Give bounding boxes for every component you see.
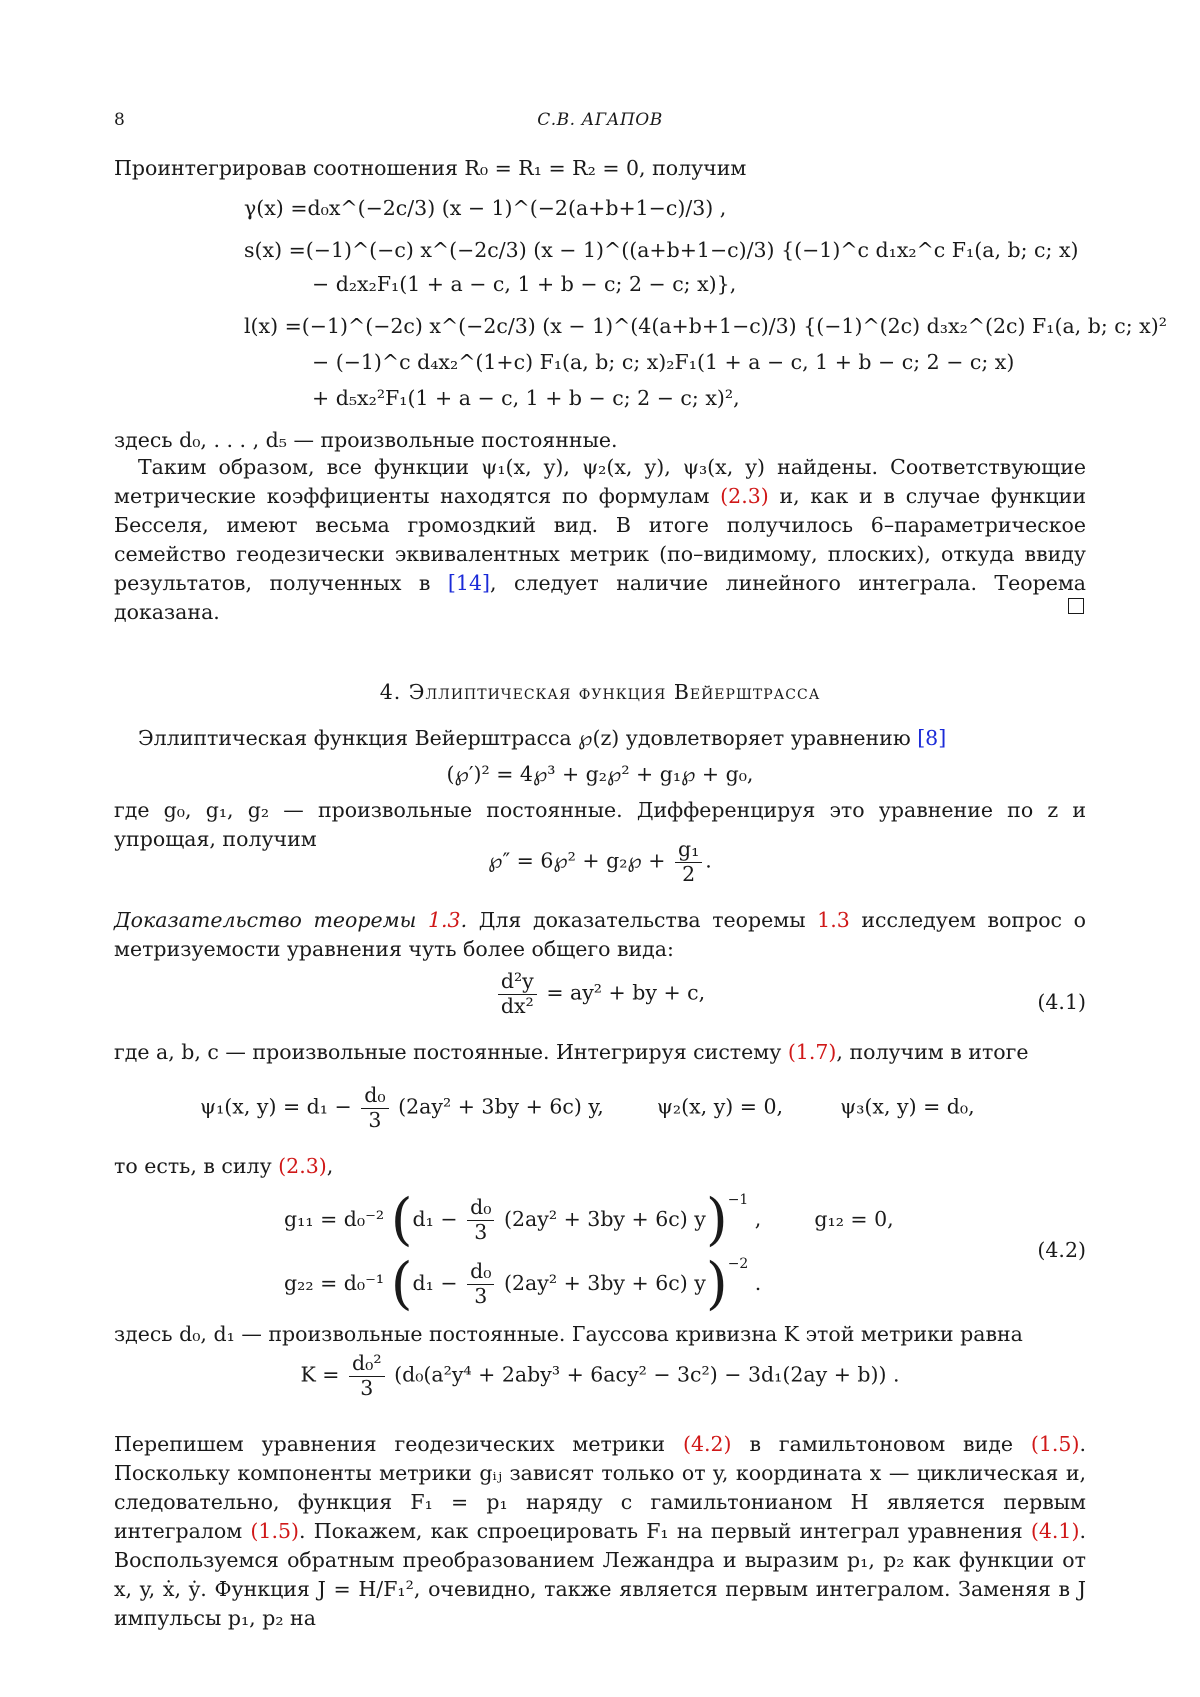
- theorem-ref[interactable]: 1.3: [427, 908, 461, 932]
- fraction: [498, 970, 537, 1018]
- page-header: [114, 110, 1086, 136]
- numerator: d₀²: [349, 1352, 385, 1377]
- equation-text: ψ₁(x, y) = d₁ −: [200, 1094, 352, 1119]
- proof-label: Доказательство теоремы: [114, 908, 417, 932]
- paragraph-curvature: здесь d₀, d₁ — произвольные постоянные. Гауссова кривизна K этой метрики равна: [114, 1322, 1023, 1346]
- paragraph-text: , следует наличие линейного интеграла. Теорема доказана.: [114, 571, 1086, 624]
- equation-text: (2ay² + 3by + 6c) y: [504, 1271, 706, 1295]
- running-head: С.В. АГАПОВ: [537, 110, 663, 130]
- equation-text: d₁ −: [412, 1207, 458, 1231]
- equation-text: g₂₂ = d₀⁻¹: [284, 1271, 385, 1295]
- exponent: −2: [727, 1256, 749, 1272]
- equation-text: (2ay² + 3by + 6c) y,: [398, 1094, 604, 1119]
- section-title: 4. Эллиптическая функция Вейерштрасса: [379, 680, 821, 704]
- equation-text: d₁ −: [412, 1271, 458, 1295]
- equation-ref[interactable]: (1.5): [250, 1519, 300, 1543]
- equation-4-1: [114, 970, 1086, 1018]
- equation-tag: (4.2): [1037, 1238, 1086, 1262]
- constants-line: здесь d₀, . . . , d₅ — произвольные постоянные.: [114, 428, 618, 452]
- paragraph-text: Эллиптическая функция Вейерштрасса ℘(z) удовлетворяет уравнению: [138, 726, 918, 750]
- equation-text: = ay² + by + c,: [546, 980, 706, 1005]
- paragraph-text: Таким образом, все функции ψ₁(x, y), ψ₂(x, y), ψ₃(x, y) найдены. Соответствующие метрические коэффициенты находятся по формулам: [114, 455, 1086, 508]
- citation-ref[interactable]: [14]: [447, 571, 490, 595]
- equation-text: ψ₂(x, y) = 0,: [656, 1094, 784, 1119]
- denominator: dx²: [500, 993, 534, 1018]
- equation-weierstrass: (℘′)² = 4℘³ + g₂℘² + g₁℘ + g₀,: [446, 762, 754, 786]
- equation-g22: g₂₂ = d₀⁻¹ (d₁ − $\frac{\text{d₀}}{3}$ (2ay² + 3by + 6c) y)$^{-2}$ .: [284, 1251, 762, 1317]
- paragraph-text: . Поскольку компоненты метрики gᵢⱼ зависят только от y, координата x — циклическая и, следовательно, функция F₁ = p₁ наряду с гамильтонианом H является первым интегралом: [114, 1432, 1086, 1543]
- paragraph-text: и, как и в случае функции Бесселя, имеют весьма громоздкий вид. В итоге получилось 6–параметрическое семейство геодезически эквивалентных метрик (по–видимому, плоских), откуда ввиду результатов, полученных в: [114, 484, 1086, 595]
- qed-symbol: [1068, 598, 1084, 614]
- denominator: 2: [682, 861, 696, 886]
- equation-ref[interactable]: (2.3): [278, 1154, 327, 1178]
- equation-ref[interactable]: (4.1): [1030, 1519, 1080, 1543]
- paragraph-text: , получим в итоге: [836, 1040, 1029, 1064]
- paragraph-text: . Воспользуемся обратным преобразованием Лежандра и выразим p₁, p₂ как функции от x, y, ẋ, ẏ. Функция J = H/F₁², очевидно, также является первым интегралом. Заменяя в J импульсы p₁, p₂ на: [114, 1519, 1086, 1630]
- denominator: 3: [368, 1107, 382, 1132]
- paragraph-hamiltonian: [114, 1430, 1086, 1633]
- numerator: g₁: [675, 838, 702, 863]
- equation-text: K =: [300, 1362, 340, 1387]
- citation-ref[interactable]: [8]: [917, 726, 947, 750]
- fraction: [349, 1352, 385, 1400]
- equation-l-cont2: + d₅x₂²F₁(1 + a − c, 1 + b − c; 2 − c; x)²,: [312, 386, 740, 410]
- equation-ref[interactable]: (1.7): [787, 1040, 837, 1064]
- equation-wp-second: ℘″ = 6℘² + g₂℘ + $\frac{\text{g₁}}{2}$ .: [488, 837, 712, 886]
- numerator: d₀: [467, 1196, 494, 1221]
- paragraph-proof: Доказательство теоремы 1.3. Для доказательства теоремы 1.3 исследуем вопрос о метризуемости уравнения чуть более общего вида:: [114, 908, 1086, 961]
- equation-ref[interactable]: (4.2): [682, 1432, 732, 1456]
- theorem-ref[interactable]: 1.3: [817, 908, 850, 932]
- page-number: 8: [114, 110, 125, 130]
- paragraph-text: Перепишем уравнения геодезических метрики: [114, 1432, 683, 1456]
- equation-text: g₁₂ = 0,: [814, 1207, 894, 1231]
- numerator: d₀: [467, 1260, 494, 1285]
- equation-text: (2ay² + 3by + 6c) y: [504, 1207, 706, 1231]
- denominator: 3: [474, 1284, 488, 1308]
- equation-l-cont1: − (−1)^c d₄x₂^(1+c) F₁(a, b; c; x)₂F₁(1 + a − c, 1 + b − c; 2 − c; x): [312, 350, 1015, 374]
- numerator: d²y: [498, 970, 537, 995]
- numerator: d₀: [361, 1084, 388, 1109]
- paragraph-conclusion: [114, 453, 1086, 627]
- paragraph-text: . Покажем, как спроецировать F₁ на первый интеграл уравнения: [299, 1519, 1031, 1543]
- fraction: [467, 1260, 494, 1308]
- equation-g11: g₁₁ = d₀⁻² (d₁ − $\frac{\text{d₀}}{3}$ (2ay² + 3by + 6c) y)$^{-1}$ , g₁₂ = 0,: [284, 1187, 894, 1253]
- equation-ref[interactable]: (2.3): [720, 484, 769, 508]
- equation-text: g₁₁ = d₀⁻²: [284, 1207, 385, 1231]
- paragraph-text: исследуем вопрос о метризуемости уравнения чуть более общего вида:: [114, 908, 1086, 961]
- equation-s-cont: − d₂x₂F₁(1 + a − c, 1 + b − c; 2 − c; x)},: [312, 272, 737, 296]
- paragraph-differentiate: где g₀, g₁, g₂ — произвольные постоянные. Дифференцируя это уравнение по z и упрощая, получим: [114, 798, 1086, 851]
- equation-text: ψ₃(x, y) = d₀,: [840, 1094, 975, 1119]
- equation-gamma: γ(x) =d₀x^(−2c/3) (x − 1)^(−2(a+b+1−c)/3) ,: [244, 196, 727, 220]
- paragraph-integrating: [114, 1038, 1086, 1067]
- equation-K: [114, 1352, 1086, 1400]
- fraction: [361, 1084, 388, 1132]
- equation-text: ℘″ = 6℘² + g₂℘ +: [488, 848, 666, 873]
- equation-text: (d₀(a²y⁴ + 2aby³ + 6acy² − 3c²) − 3d₁(2ay + b)) .: [394, 1362, 900, 1387]
- equation-tag: (4.1): [1037, 990, 1086, 1014]
- paragraph-text: Для доказательства теоремы: [467, 908, 818, 932]
- denominator: 3: [360, 1375, 374, 1400]
- equation-s: s(x) =(−1)^(−c) x^(−2c/3) (x − 1)^((a+b+1−c)/3) {(−1)^c d₁x₂^c F₁(a, b; c; x): [244, 238, 1079, 262]
- paragraph-text: ,: [326, 1154, 334, 1178]
- equation-ref[interactable]: (1.5): [1030, 1432, 1080, 1456]
- exponent: −1: [727, 1192, 749, 1208]
- equation-l: l(x) =(−1)^(−2c) x^(−2c/3) (x − 1)^(4(a+b+1−c)/3) {(−1)^(2c) d₃x₂^(2c) F₁(a, b; c; x)²: [244, 314, 1167, 338]
- denominator: 3: [474, 1220, 488, 1244]
- intro-line: Проинтегрировав соотношения R₀ = R₁ = R₂ = 0, получим: [114, 156, 747, 180]
- paragraph-that-is: [114, 1152, 1086, 1181]
- fraction: [675, 838, 702, 886]
- fraction: [467, 1196, 494, 1244]
- paragraph-text: в гамильтоновом виде: [731, 1432, 1031, 1456]
- paragraph-text: где a, b, c — произвольные постоянные. Интегрируя систему: [114, 1040, 788, 1064]
- equation-psi: [200, 1084, 975, 1132]
- paragraph-text: то есть, в силу: [114, 1154, 279, 1178]
- paragraph-weierstrass: [114, 724, 1086, 753]
